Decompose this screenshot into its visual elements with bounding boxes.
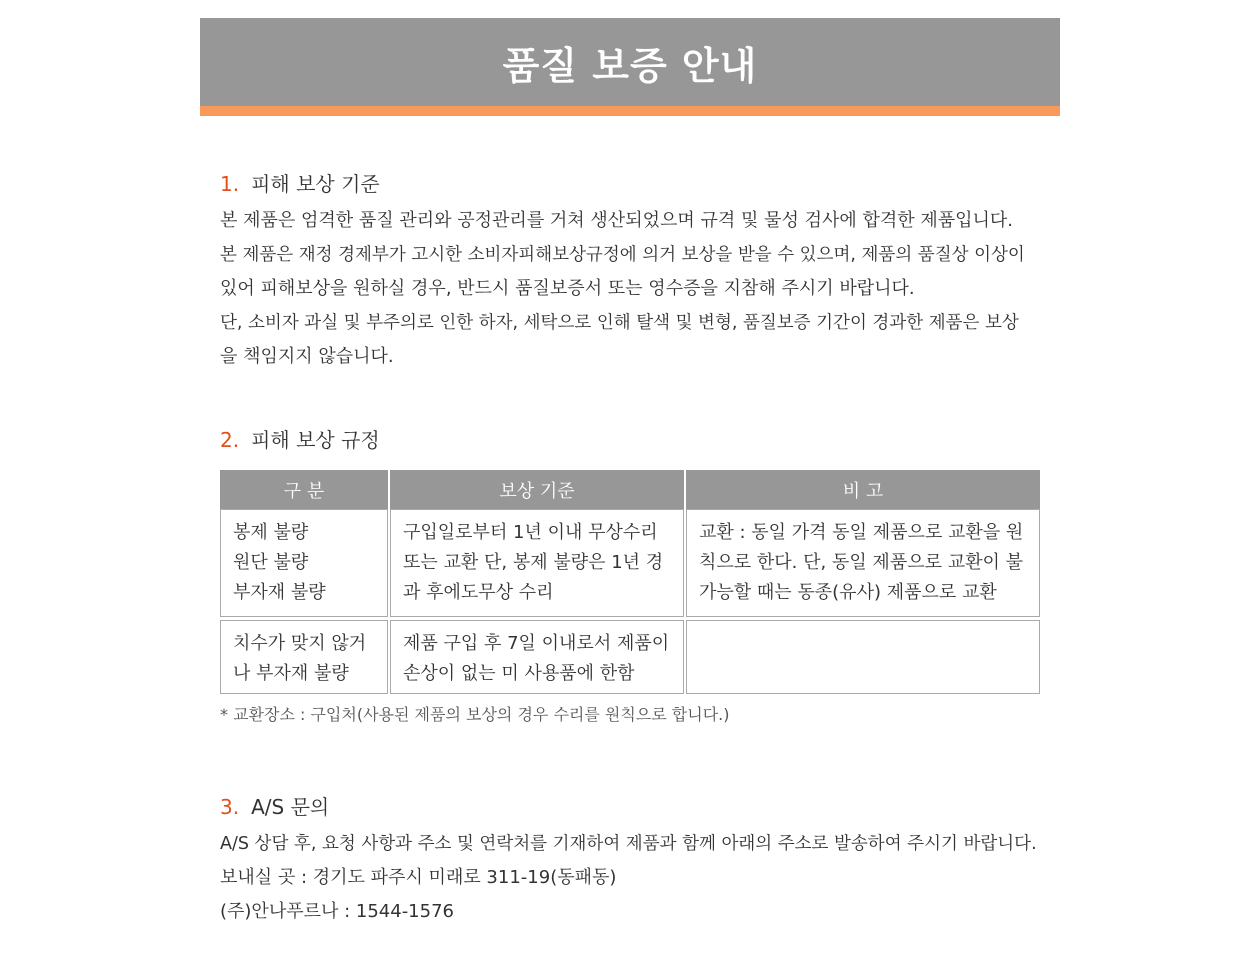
section1-line: 단, 소비자 과실 및 부주의로 인한 하자, 세탁으로 인해 탈색 및 변형, 품질보증 기간이 경과한 제품은 보상 <box>220 313 1019 333</box>
section1-line: 있어 피해보상을 원하실 경우, 반드시 품질보증서 또는 영수증을 지참해 주시기 바랍니다. <box>220 278 915 299</box>
cell-line: 제품 구입 후 7일 이내로서 제품이 <box>403 633 670 654</box>
table-row1-standard <box>390 509 684 617</box>
cell-line: 가능할 때는 동종(유사) 제품으로 교환 <box>699 582 997 603</box>
section1-number: 1. <box>220 172 240 196</box>
cell-line: 교환 : 동일 가격 동일 제품으로 교환을 원 <box>699 522 1024 543</box>
section1-line: 을 책임지지 않습니다. <box>220 346 394 367</box>
section3-line: 보내실 곳 : 경기도 파주시 미래로 311-19(동패동) <box>220 867 617 888</box>
page-title: 품질 보증 안내 <box>502 43 758 88</box>
table-row1-category <box>220 509 388 617</box>
table-header-category: 구 분 <box>220 470 388 509</box>
section2-title: 피해 보상 규정 <box>251 428 380 452</box>
table-header-remark: 비 고 <box>686 470 1040 509</box>
table-header-standard: 보상 기준 <box>390 470 684 509</box>
cell-line: 손상이 없는 미 사용품에 한함 <box>403 663 635 684</box>
banner-accent-stripe <box>200 106 1060 116</box>
section1-heading <box>220 168 380 197</box>
cell-line: 과 후에도무상 수리 <box>403 582 554 603</box>
title-banner <box>200 18 1060 106</box>
cell-line: 칙으로 한다. 단, 동일 제품으로 교환이 불 <box>699 552 1023 573</box>
table-row2-remark <box>686 620 1040 694</box>
exchange-note: * 교환장소 : 구입처(사용된 제품의 보상의 경우 수리를 원칙으로 합니다.) <box>220 705 730 724</box>
section3-line: (주)안나푸르나 : 1544-1576 <box>220 901 454 922</box>
section3-title: A/S 문의 <box>251 795 330 819</box>
cell-line: 또는 교환 단, 봉제 불량은 1년 경 <box>403 552 664 573</box>
section1-line: 본 제품은 재정 경제부가 고시한 소비자피해보상규정에 의거 보상을 받을 수 있으며, 제품의 품질상 이상이 <box>220 245 1025 265</box>
section2-number: 2. <box>220 428 240 452</box>
cell-line: 치수가 맞지 않거 <box>233 633 367 654</box>
cell-line: 나 부자재 불량 <box>233 663 349 684</box>
section1-title: 피해 보상 기준 <box>251 172 380 196</box>
cell-line: 원단 불량 <box>233 552 309 573</box>
table-row2-standard <box>390 620 684 694</box>
section3-line: A/S 상담 후, 요청 사항과 주소 및 연락처를 기재하여 제품과 함께 아래의 주소로 발송하여 주시기 바랍니다. <box>220 834 1037 854</box>
cell-line: 부자재 불량 <box>233 582 326 603</box>
section3-heading <box>220 791 329 820</box>
section3-number: 3. <box>220 795 240 819</box>
section1-line: 본 제품은 엄격한 품질 관리와 공정관리를 거쳐 생산되었으며 규격 및 물성 검사에 합격한 제품입니다. <box>220 210 1014 231</box>
cell-line: 구입일로부터 1년 이내 무상수리 <box>403 522 658 543</box>
table-row1-remark <box>686 509 1040 617</box>
table-row2-category <box>220 620 388 694</box>
section2-heading <box>220 424 380 453</box>
cell-line: 봉제 불량 <box>233 522 309 543</box>
